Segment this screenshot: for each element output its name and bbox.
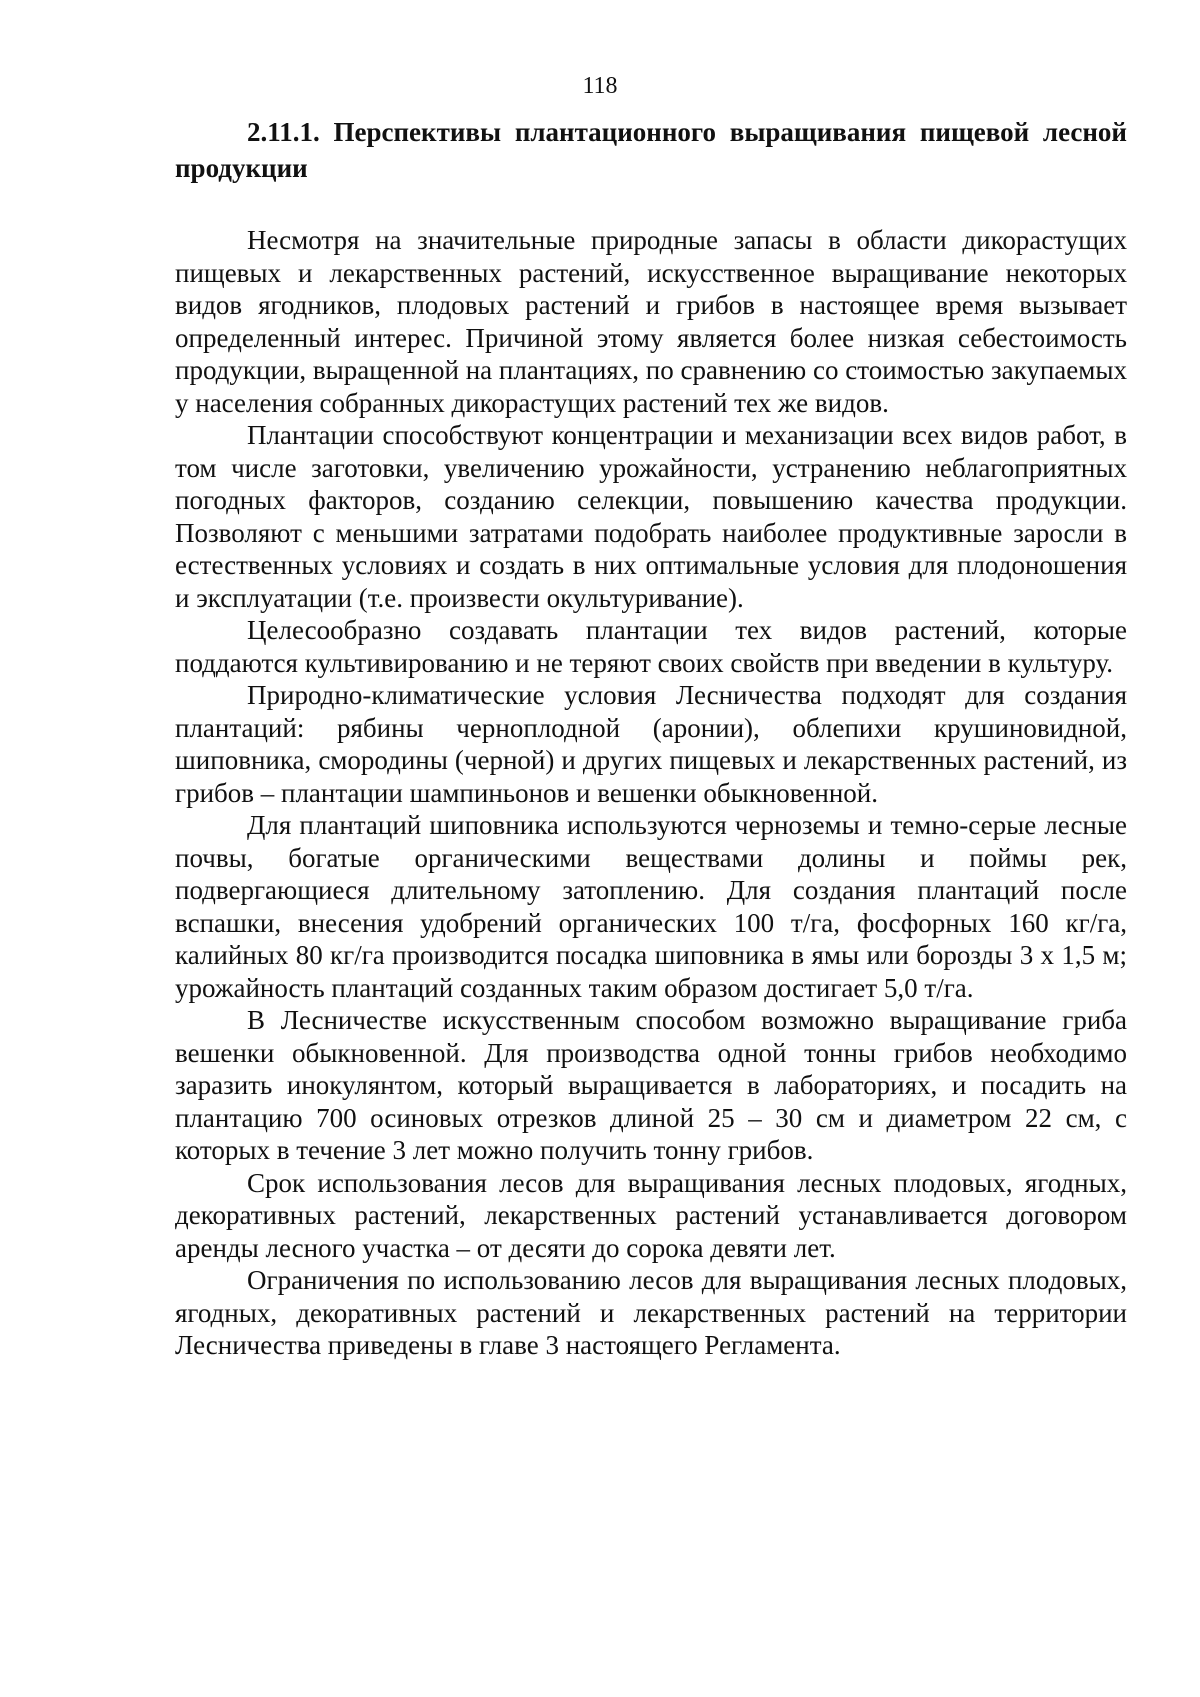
document-body — [175, 114, 1127, 1362]
paragraph-4: Природно-климатические условия Лесничества подходят для создания плантаций: рябины черноплодной (аронии), облепихи крушиновидной, шиповника, смородины (черной) и других пищевых и лекарственных растений, из грибов – плантации шампиньонов и вешенки обыкновенной. — [175, 680, 1127, 808]
paragraph-1: Несмотря на значительные природные запасы в области дикорастущих пищевых и лекарственных растений, искусственное выращивание некоторых видов ягодников, плодовых растений и грибов в настоящее время вызывает определенный интерес. Причиной этому является более низкая себестоимость продукции, выращенной на плантациях, по сравнению со стоимостью закупаемых у населения собранных дикорастущих растений тех же видов. — [175, 225, 1127, 418]
paragraph-2: Плантации способствуют концентрации и механизации всех видов работ, в том числе заготовки, увеличению урожайности, устранению неблагоприятных погодных факторов, созданию селекции, повышению качества продукции. Позволяют с меньшими затратами подобрать наиболее продуктивные заросли в естественных условиях и создать в них оптимальные условия для плодоношения и эксплуатации (т.е. произвести окультуривание). — [175, 420, 1127, 613]
paragraph-3: Целесообразно создавать плантации тех видов растений, которые поддаются культивированию и не теряют своих свойств при введении в культуру. — [175, 615, 1127, 678]
paragraph-7: Срок использования лесов для выращивания лесных плодовых, ягодных, декоративных растений, лекарственных растений устанавливается договором аренды лесного участка – от десяти до сорока девяти лет. — [175, 1167, 1127, 1263]
section-heading: 2.11.1. Перспективы плантационного выращивания пищевой лесной продукции — [175, 117, 1127, 183]
paragraph-5: Для плантаций шиповника используются черноземы и темно-серые лесные почвы, богатые органическими веществами долины и поймы рек, подвергающиеся длительному затоплению. Для создания плантаций после вспашки, внесения удобрений органических 100 т/га, фосфорных 160 кг/га, калийных 80 кг/га производится посадка шиповника в ямы или борозды 3 х 1,5 м; урожайность плантаций созданных таким образом достигает 5,0 т/га. — [175, 810, 1127, 1003]
paragraph-6: В Лесничестве искусственным способом возможно выращивание гриба вешенки обыкновенной. Для производства одной тонны грибов необходимо заразить инокулянтом, который выращивается в лабораториях, и посадить на плантацию 700 осиновых отрезков длиной 25 – 30 см и диаметром 22 см, с которых в течение 3 лет можно получить тонну грибов. — [175, 1005, 1127, 1165]
page-number: 118 — [582, 73, 618, 99]
paragraph-8: Ограничения по использованию лесов для выращивания лесных плодовых, ягодных, декоративных растений и лекарственных растений на территории Лесничества приведены в главе 3 настоящего Регламента. — [175, 1265, 1127, 1360]
